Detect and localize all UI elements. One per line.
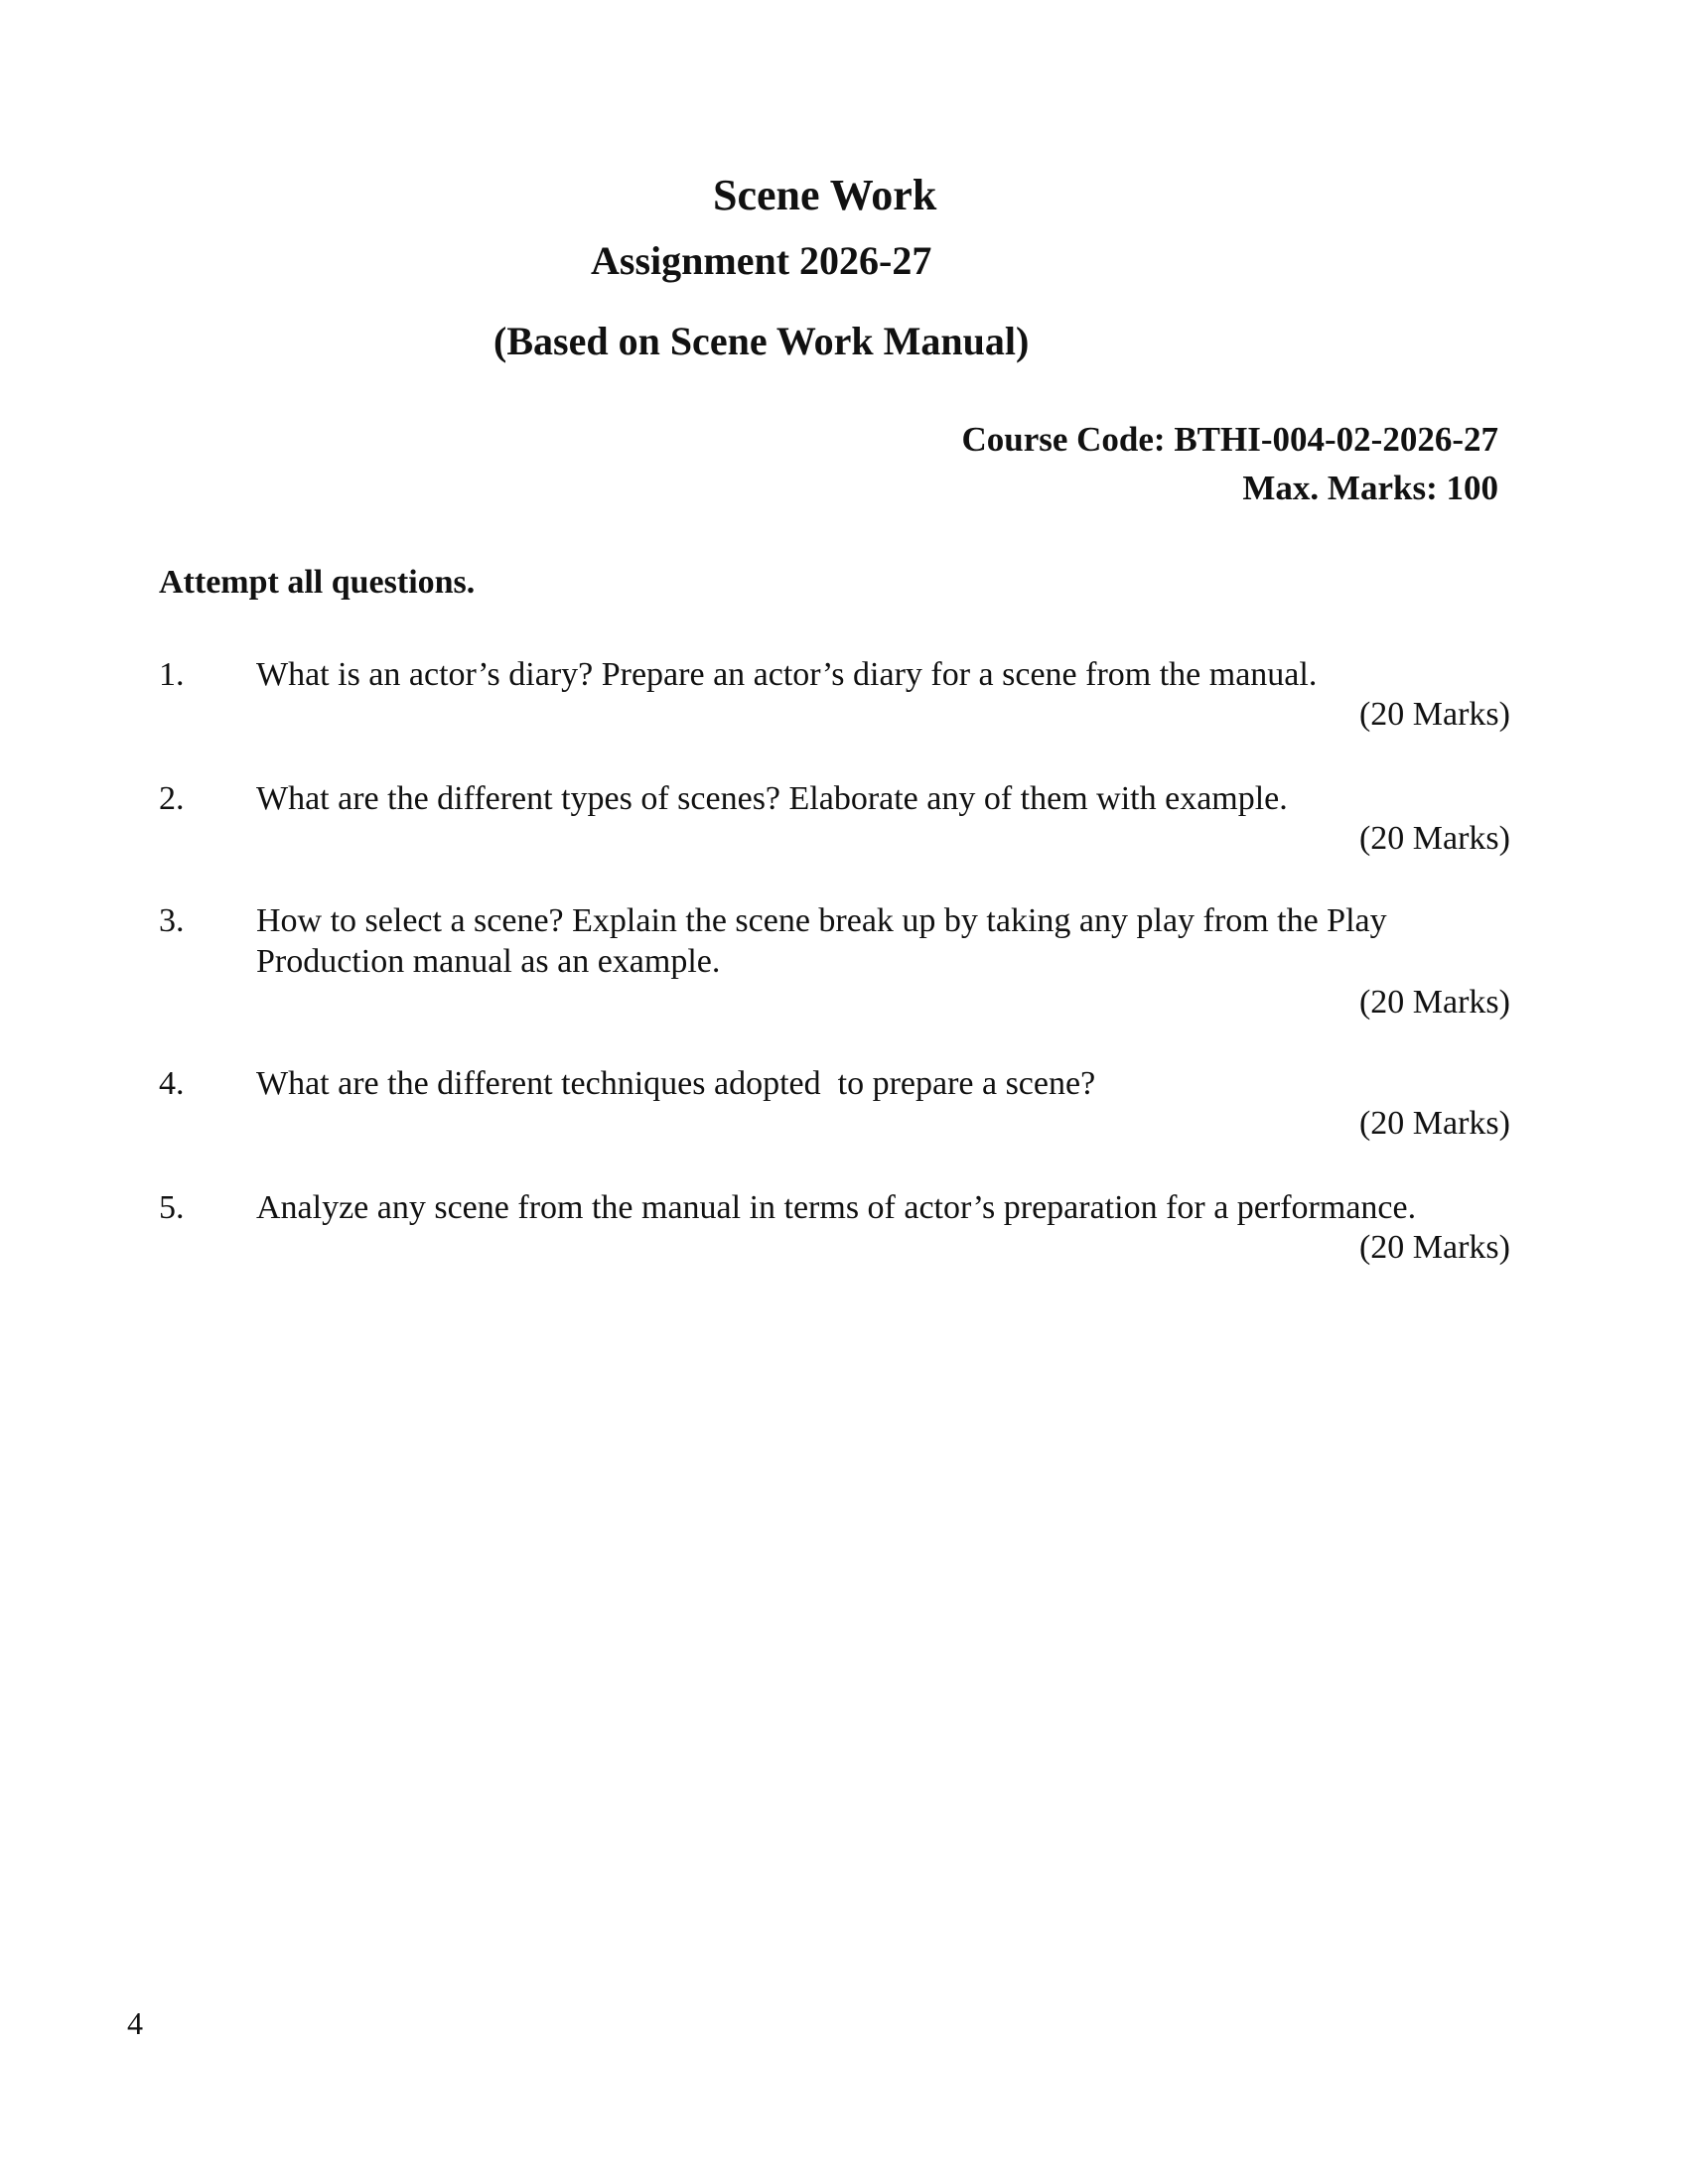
question-number: 5.: [159, 1189, 185, 1226]
question-number: 1.: [159, 656, 185, 693]
question-text: What is an actor’s diary? Prepare an actor’s diary for a scene from the manual.: [256, 656, 1318, 693]
question-number: 3.: [159, 902, 185, 939]
question-text: What are the different types of scenes? Elaborate any of them with example.: [256, 780, 1288, 817]
assignment-basis: (Based on Scene Work Manual): [493, 319, 1030, 363]
question-marks: (20 Marks): [1358, 1229, 1510, 1266]
assignment-year: Assignment 2026-27: [591, 238, 932, 283]
question-marks: (20 Marks): [1358, 984, 1510, 1021]
question-text: What are the different techniques adopted to prepare a scene?: [256, 1065, 1096, 1102]
question-text: How to select a scene? Explain the scene break up by taking any play from the Play Production manual as an example.: [256, 902, 1387, 980]
question-marks: (20 Marks): [1358, 696, 1510, 733]
course-code: Course Code: BTHI-004-02-2026-27: [961, 420, 1498, 459]
question-number: 4.: [159, 1065, 185, 1102]
document-title: Scene Work: [713, 171, 937, 219]
instruction: Attempt all questions.: [159, 564, 476, 601]
max-marks: Max. Marks: 100: [1242, 469, 1498, 507]
question-number: 2.: [159, 780, 185, 817]
question-marks: (20 Marks): [1358, 820, 1510, 857]
question-marks: (20 Marks): [1358, 1105, 1510, 1142]
page-number: 4: [127, 2005, 143, 2041]
question-text: Analyze any scene from the manual in terms of actor’s preparation for a performance.: [256, 1189, 1417, 1226]
